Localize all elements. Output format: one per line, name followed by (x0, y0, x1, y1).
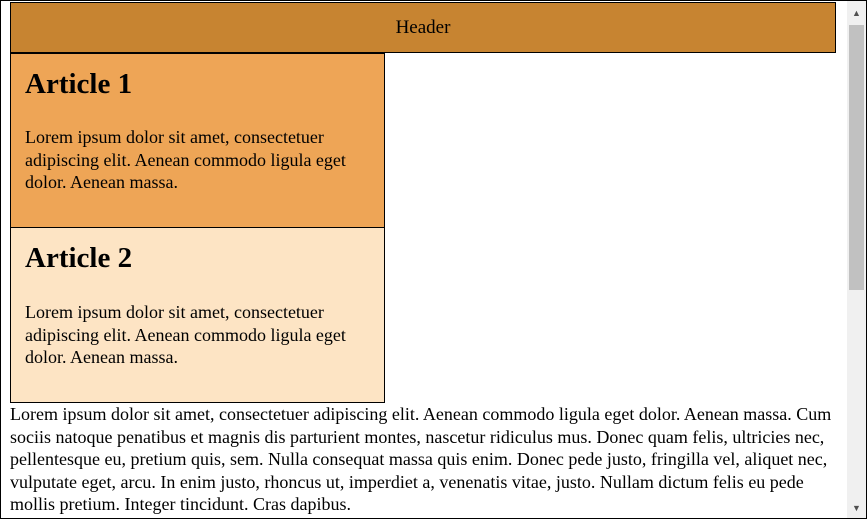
vertical-scrollbar[interactable] (847, 1, 866, 518)
article-1 (10, 52, 385, 228)
scroll-down-arrow-icon[interactable]: ▼ (852, 503, 861, 513)
body-paragraph: Lorem ipsum dolor sit amet, consectetuer adipiscing elit. Aenean commodo ligula eget dolor. Aenean massa. Cum sociis natoque penatibus et magnis dis parturient montes, nascetur ridiculus mus. Donec quam felis, ultricies nec, pellentesque eu, pretium quis, sem. Nulla consequat massa quis enim. Donec pede justo, fringilla vel, aliquet nec, vulputate eget, arcu. In enim justo, rhoncus ut, imperdiet a, venenatis vitae, justo. Nullam dictum felis eu pede mollis pretium. Integer tincidunt. Cras dapibus. (10, 404, 832, 514)
article-text: Lorem ipsum dolor sit amet, consectetuer adipiscing elit. Aenean commodo ligula eget dolor. Aenean massa. (25, 127, 346, 192)
article-2 (10, 227, 385, 403)
page-header (10, 2, 836, 53)
header-title: Header (395, 16, 451, 38)
scroll-up-arrow-icon[interactable]: ▲ (852, 8, 861, 18)
article-title: Article 1 (25, 68, 133, 100)
scrollbar-thumb[interactable] (849, 25, 864, 290)
article-title: Article 2 (25, 242, 133, 274)
article-text: Lorem ipsum dolor sit amet, consectetuer adipiscing elit. Aenean commodo ligula eget dolor. Aenean massa. (25, 302, 346, 367)
